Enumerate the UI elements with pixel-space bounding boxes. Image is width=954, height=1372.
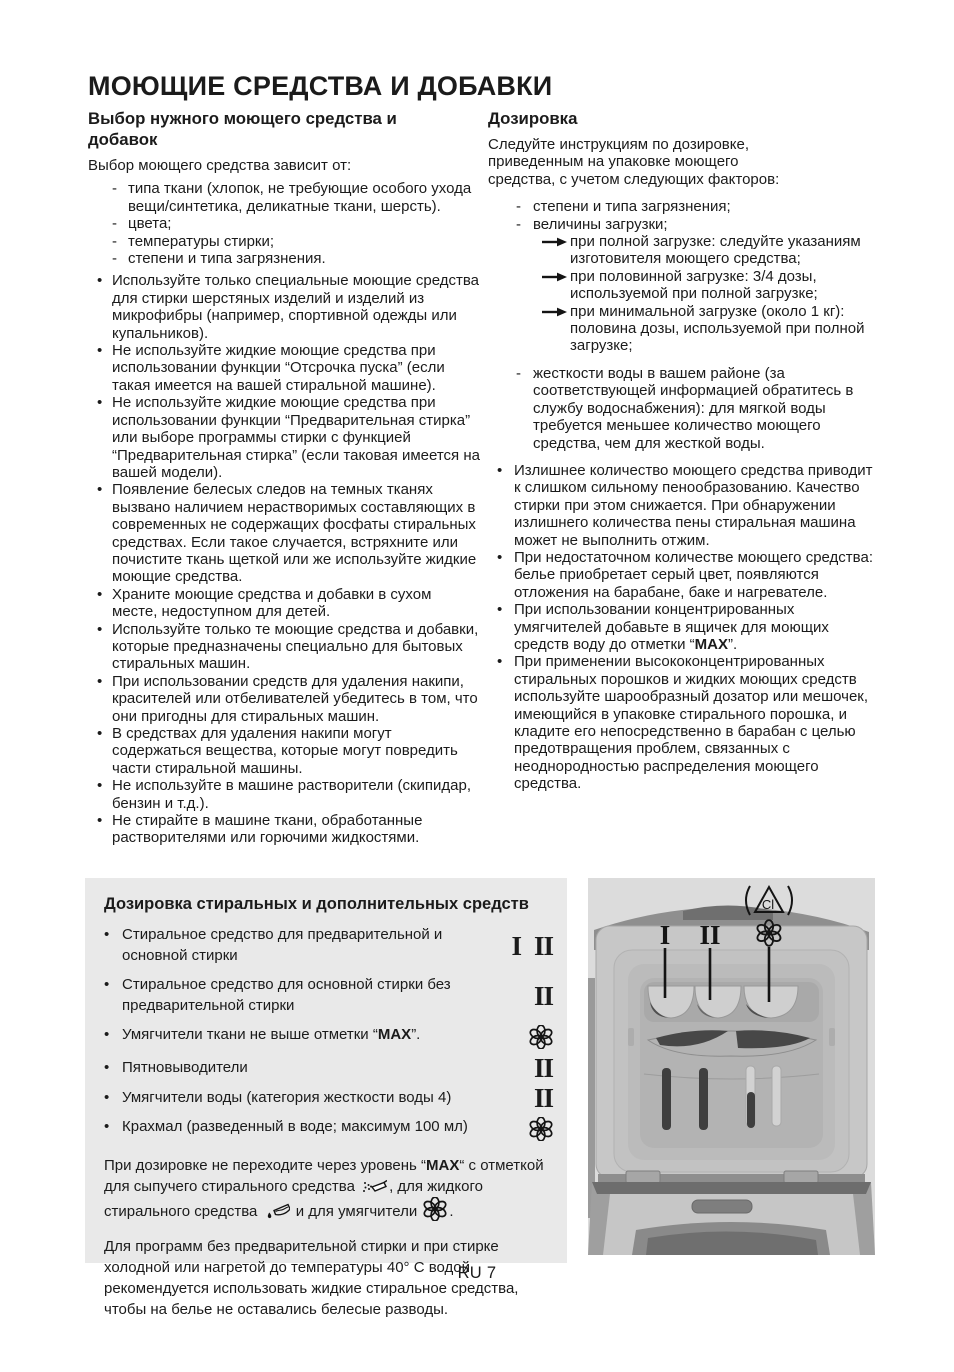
right-column [488, 108, 882, 793]
bullet-item-text: Не стирайте в машине ткани, обработанные растворителями или горючими жидкостями. [112, 812, 423, 847]
dash-item-text: цвета; [128, 215, 172, 233]
arrow-item [488, 303, 882, 355]
bullet-item [88, 394, 480, 481]
dosage-item-icons [475, 1025, 553, 1049]
dosage-heading: Дозировка [488, 109, 578, 128]
bullet-item-text: Храните моющие средства и добавки в сухом месте, недоступном для детей. [112, 585, 432, 621]
dash-item [88, 180, 480, 215]
dash-item [488, 198, 882, 215]
dosage-item [104, 975, 553, 1016]
bullet-item-text: В средствах для удаления накипи могут содержаться вещества, которые могут повредить части стиральной машины. [112, 725, 458, 777]
bullet-item [488, 601, 882, 653]
dosage-dash-list [488, 198, 882, 452]
bullet-marker [104, 1117, 122, 1141]
left-dash-list [88, 180, 480, 267]
dosage-item-text: Умягчители воды (категория жесткости воды 4) [122, 1088, 452, 1106]
bullet-item [488, 549, 882, 601]
max-label: MAX [426, 1157, 460, 1174]
dosage-item [104, 925, 553, 966]
dosage-item [104, 1025, 553, 1049]
dosage-item-icons [475, 1082, 553, 1113]
bullet-item [88, 481, 480, 585]
dosage-intro: Следуйте инструкциям по дозировке, приведенным на упаковке моющего средства, с учетом следующих факторов: [488, 136, 780, 188]
arrow-icon [542, 307, 567, 317]
arrow-icon [542, 272, 567, 282]
dash-item [88, 250, 480, 267]
dosage-bullet-list [488, 462, 882, 793]
left-column [88, 108, 480, 847]
bullet-item-text: При недостаточном количестве моющего средства: белье приобретает серый цвет, появляются отложения на барабане, баке и нагревателе. [514, 548, 873, 601]
compartment-label-mainwash: II [699, 920, 721, 950]
dosage-box-heading: Дозировка стиральных и дополнительных средств [104, 895, 529, 913]
bullet-item-text: Не используйте жидкие моющие средства при использовании функции “Предварительная стирка” или выборе программы стирки с функцией “Предварительная стирка” (если таковая имеется на вашей модели). [112, 394, 480, 481]
dosage-item [104, 1082, 553, 1113]
arrow-item [488, 233, 882, 268]
detergent-drawer-photo [588, 878, 875, 1255]
bullet-item [88, 777, 480, 812]
dosage-item-text: Стиральное средство для основной стирки без предварительной стирки [122, 976, 451, 1014]
roman-II-icon: II [533, 1082, 553, 1113]
dosage-box-items [104, 925, 553, 1141]
arrow-item-text: при половинной загрузке: 3/4 дозы, используемой при полной загрузке; [570, 267, 818, 303]
roman-II-icon: II [533, 980, 553, 1011]
bullet-item-text: При использовании концентрированных умягчителей добавьте в ящичек для моющих средств воду до отметки “MAX”. [514, 601, 829, 653]
dash-item [488, 216, 882, 233]
dosage-item [104, 1117, 553, 1141]
washing-machine-photo [588, 878, 875, 1255]
bullet-marker [104, 1058, 122, 1079]
left-bullet-list [88, 272, 480, 846]
dash-item-text: величины загрузки; [533, 215, 668, 233]
powder-icon [361, 1178, 387, 1196]
left-intro: Выбор моющего средства зависит от: [88, 157, 352, 174]
bullet-marker [104, 1025, 122, 1049]
bullet-item-text: Не используйте жидкие моющие средства при использовании функции “Отсрочка пуска” (если такая имеется на вашей стиральной машине). [112, 342, 445, 394]
bullet-item [88, 342, 480, 394]
dosage-item-icons [475, 1117, 553, 1141]
arrow-icon [542, 237, 567, 247]
roman-II-icon: II [533, 1053, 553, 1084]
max-label: MAX [694, 635, 728, 653]
page-number: RU 7 [457, 1264, 497, 1282]
dosage-item-text: Пятновыводители [122, 1059, 248, 1076]
dosage-item-text: Умягчители ткани не выше отметки “MAX”. [122, 1026, 421, 1043]
liquid-icon [264, 1201, 290, 1221]
dosage-item-text: Крахмал (разведенный в воде; максимум 100 мл) [122, 1118, 468, 1135]
bullet-item [88, 673, 480, 725]
dash-item [88, 215, 480, 232]
bullet-item-text: Используйте только специальные моющие средства для стирки шерстяных изделий и изделий из микрофибры (например, спортивной одежды или купальников). [112, 272, 479, 342]
bullet-item-text: При применении высококонцентрированных стиральных порошков и жидких моющих средств используйте шарообразный дозатор или мешочек, имеющийся в упаковке стирального порошка, и кладите его непосредственно в барабан с целью предотвращения проблем, связанных с неоднородностью распределения моющего средства. [514, 653, 869, 793]
bullet-item [88, 621, 480, 673]
dosage-note-liquid: Для программ без предварительной стирки и при стирке холодной или нагретой до температуры 40° C водой рекомендуется использовать жидкие стиральное средства, чтобы на белье не оставались белесые разводы. [104, 1238, 519, 1318]
bullet-item-text: Используйте только те моющие средства и добавки, которые предназначены специально для бытовых стиральных машин. [112, 620, 479, 673]
arrow-item-text: при минимальной загрузке (около 1 кг): половина дозы, используемой при полной загрузке; [570, 302, 865, 355]
bullet-marker [104, 1088, 122, 1109]
compartment-label-prewash: I [659, 920, 671, 950]
dash-item-text: типа ткани (хлопок, не требующие особого ухода вещи/синтетика, деликатные ткани, шерсть). [128, 180, 472, 215]
bullet-item-text: Появление белесых следов на темных тканях вызвано наличием нерастворимых составляющих в современных не содержащих фосфаты стиральных средствах. Если такое случается, встряхните или почистите ткань щеткой или же используйте жидкие моющие средства. [112, 481, 477, 586]
dash-item-text: температуры стирки; [128, 232, 275, 250]
dash-item-text: степени и типа загрязнения. [128, 250, 326, 268]
dash-item [488, 365, 882, 452]
bleach-symbol-label: Cl [761, 897, 775, 912]
roman-II-icon: II [533, 930, 553, 961]
bullet-item [88, 812, 480, 847]
bullet-item-text: Не используйте в машине растворители (скипидар, бензин и т.д.). [112, 777, 472, 812]
arrow-item [488, 268, 882, 303]
dosage-item-icons [475, 1053, 553, 1084]
bullet-item-text: При использовании средств для удаления накипи, красителей или отбеливателей убедитесь в том, что они пригодны для стиральных машин. [112, 672, 478, 725]
flower-icon [529, 1025, 553, 1049]
flower-icon [529, 1117, 553, 1141]
bullet-item [488, 653, 882, 792]
dosage-item-text: Стиральное средство для предварительной и основной стирки [122, 926, 443, 964]
arrow-item-text: при полной загрузке: следуйте указаниям изготовителя моющего средства; [570, 233, 861, 268]
dash-item-text: степени и типа загрязнения; [533, 198, 731, 216]
dosage-note-max: При дозировке не переходите через уровень “MAX“ с отметкой для сыпучего стирального средства , для жидкого стирального средства и для умягчители . [104, 1157, 544, 1220]
max-label: MAX [377, 1026, 412, 1043]
bullet-item [88, 586, 480, 621]
dash-item [88, 233, 480, 250]
bullet-item [488, 462, 882, 549]
bullet-item-text: Излишнее количество моющего средства приводит к слишком сильному пенообразованию. Качество стирки при этом снижается. При обнаружении излишнего количества пены стиральная машина может не выполнить отжим. [514, 461, 873, 549]
left-section-heading: Выбор нужного моющего средства и добавок [88, 109, 397, 149]
bullet-item [88, 725, 480, 777]
flower-icon [423, 1197, 447, 1221]
bullet-item [88, 272, 480, 342]
page-title: МОЮЩИЕ СРЕДСТВА И ДОБАВКИ [88, 71, 553, 101]
dosage-item [104, 1053, 553, 1084]
dash-item-text: жесткости воды в вашем районе (за соответствующей информацией обратитесь в службу водоснабжения): для мягкой воды требуется меньшее количество моющего средства, чем для жесткой воды. [533, 364, 854, 452]
dosage-item-icons [475, 975, 553, 1016]
bullet-marker [104, 975, 122, 1016]
dosage-item-icons [475, 925, 553, 966]
roman-I-icon: I [511, 930, 521, 961]
bullet-marker [104, 925, 122, 966]
